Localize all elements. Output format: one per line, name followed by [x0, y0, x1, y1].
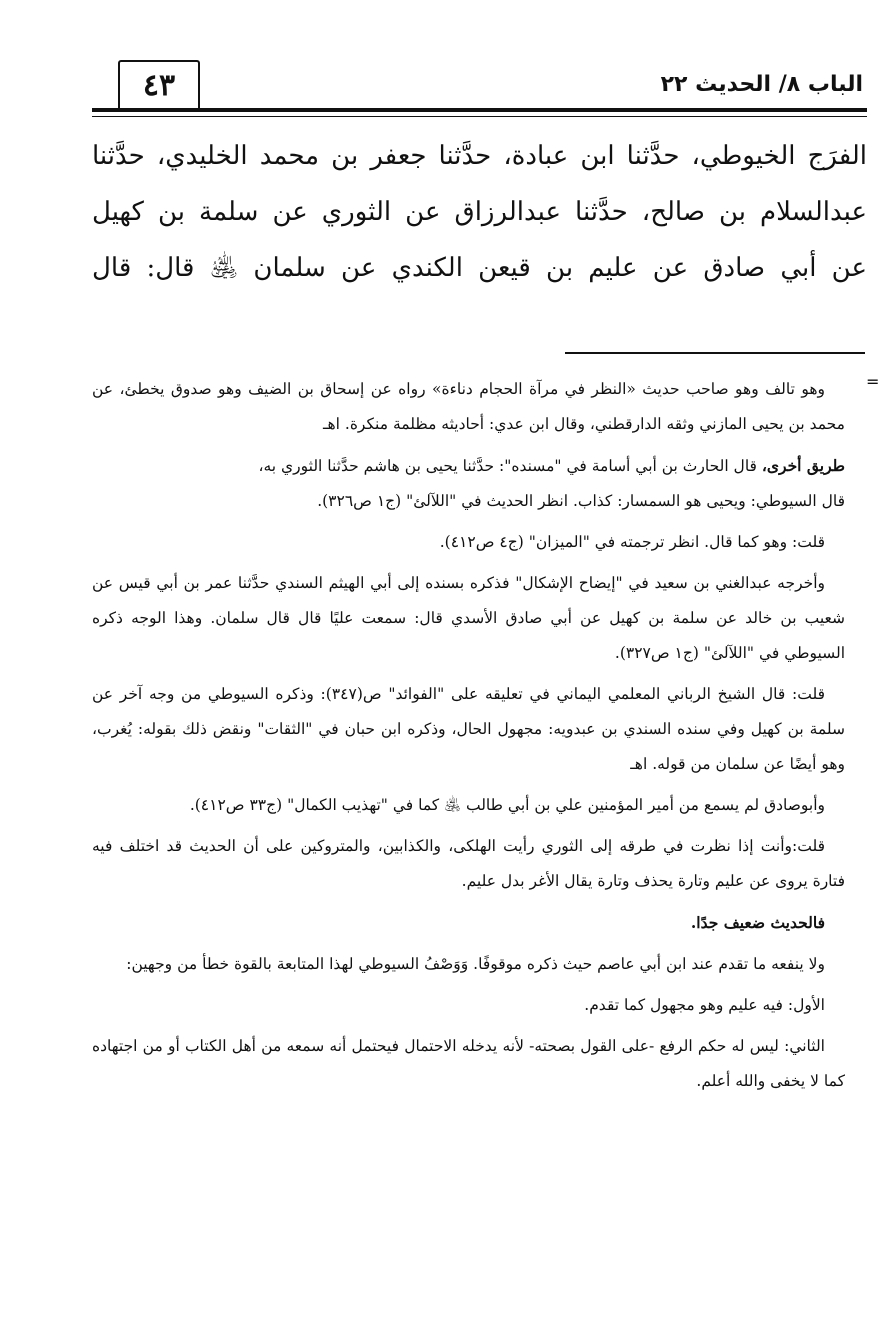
footnote-paragraph: الثاني: ليس له حكم الرفع -على القول بصحته- لأنه يدخله الاحتمال فيحتمل أنه سمعه من أهل الكتاب أو من اجتهاده كما لا يخفى والله أعلم. [92, 1037, 845, 1090]
page-number: ٤٣ [142, 67, 176, 103]
paragraph-text: قال السيوطي: ويحيى هو السمسار: كذاب. انظر الحديث في "اللآلئ" (ج١ ص٣٢٦). [317, 492, 845, 510]
footnote-paragraph: وهو تالف وهو صاحب حديث «النظر في مرآة الحجام دناءة» رواه عن إسحاق بن الضيف وهو صدوق يخطئ، عن محمد بن يحيى المازني وثقه الدارقطني، وقال ابن عدي: أحاديثه مظلمة منكرة. اهـ [92, 380, 845, 433]
footnote-paragraph: الأول: فيه عليم وهو مجهول كما تقدم. [584, 996, 825, 1014]
footnote-paragraph: وأبوصادق لم يسمع من أمير المؤمنين علي بن أبي طالب ﵁ كما في "تهذيب الكمال" (ج٣٣ ص٤١٢). [189, 796, 825, 814]
page-number-box [118, 60, 200, 108]
main-line: الفرَج الخيوطي، حدَّثنا ابن عبادة، حدَّثنا جعفر بن محمد الخليدي، حدَّثنا [92, 141, 867, 171]
running-head: الباب ٨/ الحديث ٢٢ [660, 72, 863, 97]
footnote-paragraph: قلت: وهو كما قال. انظر ترجمته في "الميزان" (ج٤ ص٤١٢). [439, 533, 825, 551]
footnote-paragraph: قلت: قال الشيخ الرباني المعلمي اليماني في تعليقه على "الفوائد" ص(٣٤٧): وذكره السيوطي من وجه آخر عن سلمة بن كهيل وفي سنده السندي بن عبدويه: مجهول الحال، وذكره ابن حبان في "الثقات" ونقض ذلك بقوله: يُغرب، وهو أيضًا عن سلمان من قوله. اهـ [92, 685, 845, 773]
footnote-continuation-mark: = [866, 372, 880, 391]
footnotes [92, 372, 845, 1105]
footnote-paragraph: وأخرجه عبدالغني بن سعيد في "إيضاح الإشكال" فذكره بسنده إلى أبي الهيثم السندي حدَّثنا عمر بن أبي قيس عن شعيب بن خالد عن سلمة بن كهيل عن أبي صادق الأسدي قال: سمعت عليًا قال قال سلمان. وهذا الوجه ذكره السيوطي في "اللآلئ" (ج١ ص٣٢٧). [92, 574, 845, 662]
footnote-separator [565, 352, 865, 354]
footnote-paragraph: قلت:وأنت إذا نظرت في طرقه إلى الثوري رأيت الهلكى، والكذابين، والمتروكين على أن الحديث قد اختلف فيه فتارة يروى عن عليم وتارة يحذف وتارة يقال الأغر بدل عليم. [92, 837, 845, 890]
verdict: فالحديث ضعيف جدًا. [690, 913, 825, 932]
main-line: عبدالسلام بن صالح، حدَّثنا عبدالرزاق عن الثوري عن سلمة بن كهيل [92, 197, 867, 227]
main-text [92, 128, 867, 296]
bold-lead: طريق أخرى، [761, 456, 845, 475]
main-line: عن أبي صادق عن عليم بن قيعن الكندي عن سلمان ﵁ قال: قال [92, 253, 867, 283]
header-rule-thick [92, 108, 867, 112]
footnote-paragraph [92, 905, 845, 941]
footnote-paragraph: ولا ينفعه ما تقدم عند ابن أبي عاصم حيث ذكره موقوفًا. وَوَصْفُ السيوطي لهذا المتابعة بالقوة خطأ من وجهين: [126, 955, 825, 973]
footnote-paragraph [92, 448, 845, 519]
header-rule-thin [92, 116, 867, 117]
paragraph-text: قال الحارث بن أبي أسامة في "مسنده": حدَّثنا يحيى بن هاشم حدَّثنا الثوري به، [258, 457, 762, 475]
